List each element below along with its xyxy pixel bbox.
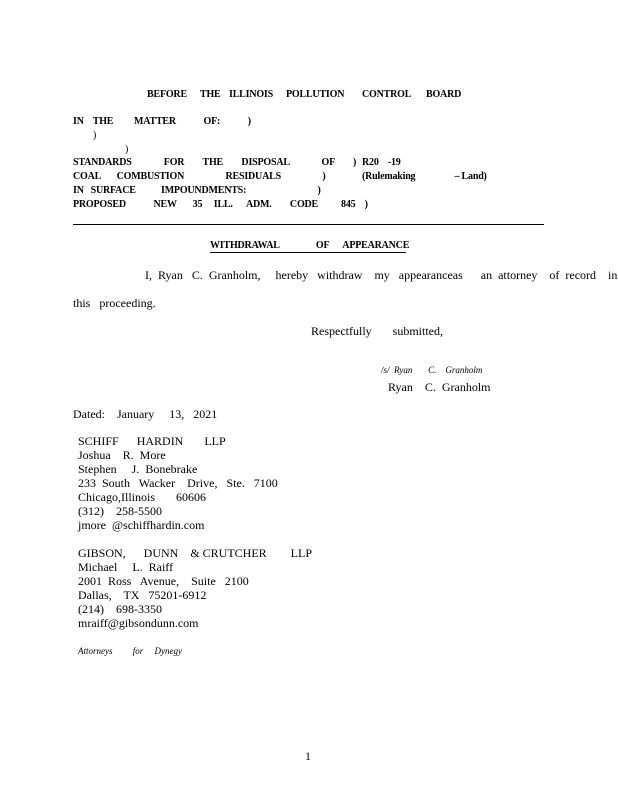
street-address: 2001 Ross Avenue, Suite 2100 — [78, 574, 249, 588]
body-line-2: this proceeding. — [73, 296, 156, 310]
city-state-zip: Chicago,Illinois 60606 — [78, 490, 206, 504]
docket-number: R20 -19 — [362, 157, 401, 168]
heading-word-before: BEFORE — [147, 89, 187, 100]
signatory-name: Ryan C. Granholm — [388, 380, 491, 394]
closing-text: Respectfully submitted, — [311, 324, 443, 338]
electronic-signature: /s/ Ryan C. Granholm — [381, 365, 483, 375]
attorney-name: Joshua R. More — [78, 448, 166, 462]
attorney-name: Stephen J. Bonebrake — [78, 462, 198, 476]
caption-line-coal: COAL COMBUSTION RESIDUALS ) — [73, 171, 326, 182]
firm-name: SCHIFF HARDIN LLP — [78, 434, 226, 448]
caption-line-in-the-matter: IN THE MATTER OF: ) — [73, 116, 251, 127]
heading-word-board: BOARD — [426, 89, 462, 100]
email-address: mraiff@gibsondunn.com — [78, 616, 199, 630]
caption-line-proposed: PROPOSED NEW 35 ILL. ADM. CODE 845 ) — [73, 199, 368, 210]
heading-word-control: CONTROL — [362, 89, 412, 100]
attorneys-for-line: Attorneys for Dynegy — [78, 646, 182, 656]
attorney-name: Michael L. Raiff — [78, 560, 174, 574]
date-line: Dated: January 13, 2021 — [73, 407, 218, 421]
docket-type: (Rulemaking – Land) — [362, 171, 487, 182]
caption-line-surface: IN SURFACE IMPOUNDMENTS: ) — [73, 185, 321, 196]
heading-word-pollution: POLLUTION — [286, 89, 345, 100]
firm-name: GIBSON, DUNN & CRUTCHER LLP — [78, 546, 313, 560]
phone-number: (312) 258-5500 — [78, 504, 162, 518]
document-title: WITHDRAWAL OF APPEARANCE — [210, 240, 410, 251]
street-address: 233 South Wacker Drive, Ste. 7100 — [78, 476, 278, 490]
email-address: jmore @schiffhardin.com — [78, 518, 205, 532]
phone-number: (214) 698-3350 — [78, 602, 162, 616]
caption-paren-1: ) — [93, 130, 97, 141]
body-line-1: I, Ryan C. Granholm, hereby withdraw my appearanceas an attorney of record in — [145, 268, 618, 282]
city-state-zip: Dallas, TX 75201-6912 — [78, 588, 207, 602]
title-underline — [210, 252, 406, 253]
caption-line-standards: STANDARDS FOR THE DISPOSAL OF ) — [73, 157, 357, 168]
heading-word-illinois: ILLINOIS — [229, 89, 273, 100]
page-number: 1 — [305, 749, 311, 763]
caption-paren-2: ) — [125, 144, 129, 155]
heading-word-the: THE — [200, 89, 221, 100]
caption-divider — [73, 224, 544, 225]
